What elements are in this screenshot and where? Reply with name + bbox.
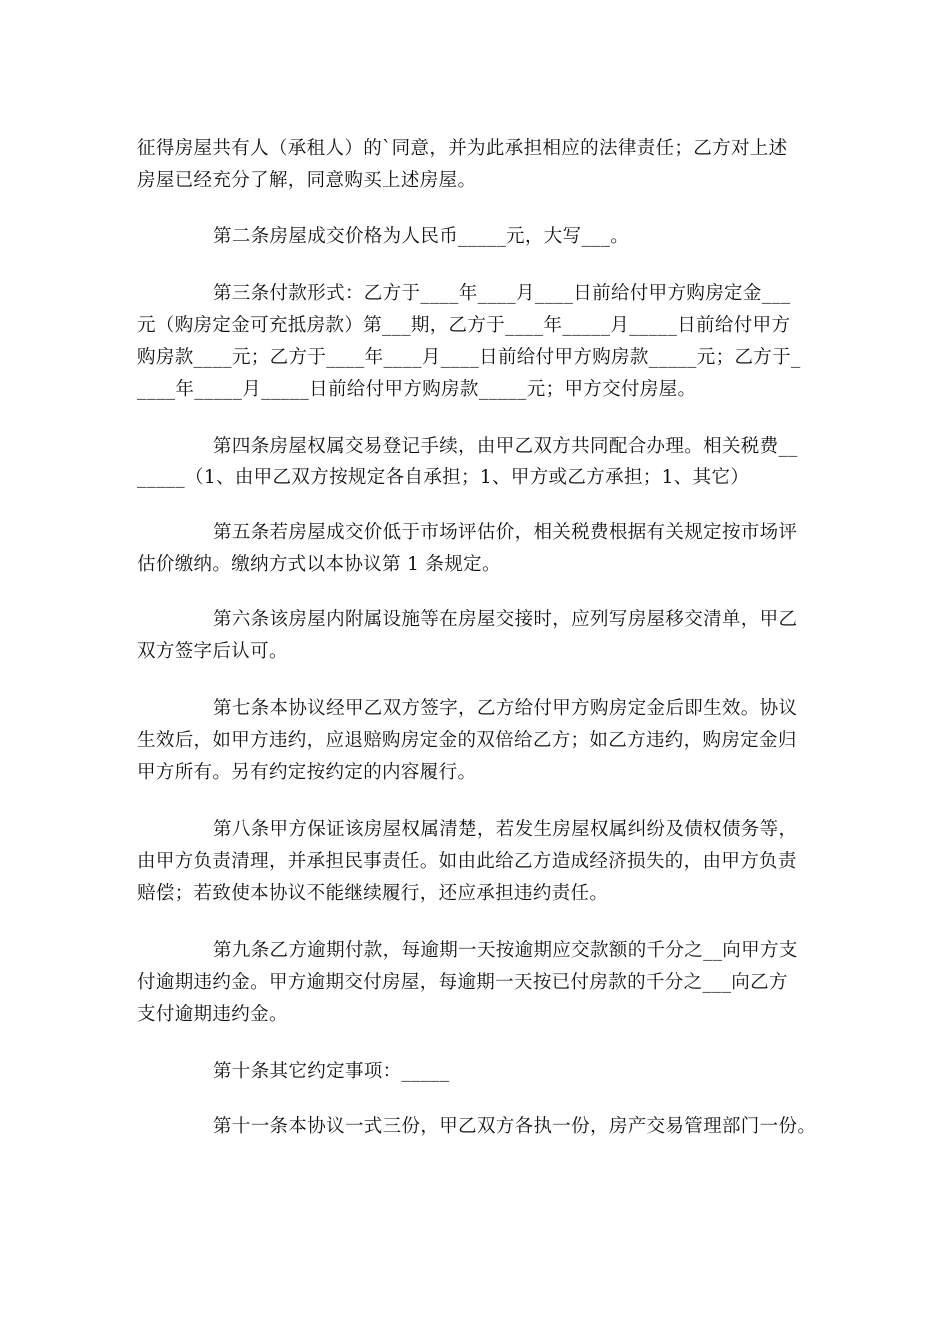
text-line: 双方签字后认可。: [137, 641, 288, 662]
article-6-line: 第六条该房屋内附属设施等在房屋交接时，应列写房屋移交清单，甲乙: [213, 609, 798, 630]
text-line: 房屋已经充分了解，同意购买上述房屋。: [137, 170, 477, 191]
text-line: _____（1、由甲乙双方按规定各自承担；1、甲方或乙方承担；1、其它）: [137, 467, 750, 488]
text-line: 元（购房定金可充抵房款）第___期，乙方于____年_____月_____日前给付甲方: [137, 315, 791, 336]
text-line: 估价缴纳。缴纳方式以本协议第 1 条规定。: [137, 554, 501, 575]
article-4-line: 第四条房屋权属交易登记手续，由甲乙双方共同配合办理。相关税费__: [213, 436, 798, 457]
text-line: 赔偿；若致使本协议不能继续履行，还应承担违约责任。: [137, 883, 609, 904]
text-line: 甲方所有。另有约定按约定的内容履行。: [137, 762, 477, 783]
article-9-line: 第九条乙方逾期付款，每逾期一天按逾期应交款额的千分之__向甲方支: [213, 940, 798, 961]
text-line: 付逾期违约金。甲方逾期交付房屋，每逾期一天按已付房款的千分之___向乙方: [137, 972, 788, 993]
article-2-line: 第二条房屋成交价格为人民币_____元，大写___。: [213, 226, 630, 247]
text-line: 征得房屋共有人（承租人）的`同意，并为此承担相应的法律责任；乙方对上述: [137, 138, 788, 159]
text-line: 由甲方负责清理，并承担民事责任。如由此给乙方造成经济损失的，由甲方负责: [137, 851, 797, 872]
article-3-line: 第三条付款形式：乙方于____年____月____日前给付甲方购房定金___: [213, 283, 791, 304]
article-5-line: 第五条若房屋成交价低于市场评估价，相关税费根据有关规定按市场评: [213, 522, 798, 543]
text-line: 购房款____元；乙方于____年____月____日前给付甲方购房款_____元；乙方于_: [137, 347, 801, 368]
article-10-line: 第十条其它约定事项：_____: [213, 1061, 450, 1082]
text-line: 支付逾期违约金。: [137, 1004, 288, 1025]
article-11-line: 第十一条本协议一式三份，甲乙双方各执一份，房产交易管理部门一份。: [213, 1116, 817, 1137]
text-line: ____年_____月_____日前给付甲方购房款_____元；甲方交付房屋。: [137, 379, 697, 400]
text-line: 生效后，如甲方违约，应退赔购房定金的双倍给乙方；如乙方违约，购房定金归: [137, 730, 797, 751]
article-7-line: 第七条本协议经甲乙双方签字，乙方给付甲方购房定金后即生效。协议: [213, 698, 798, 719]
article-8-line: 第八条甲方保证该房屋权属清楚，若发生房屋权属纠纷及债权债务等，: [213, 819, 798, 840]
